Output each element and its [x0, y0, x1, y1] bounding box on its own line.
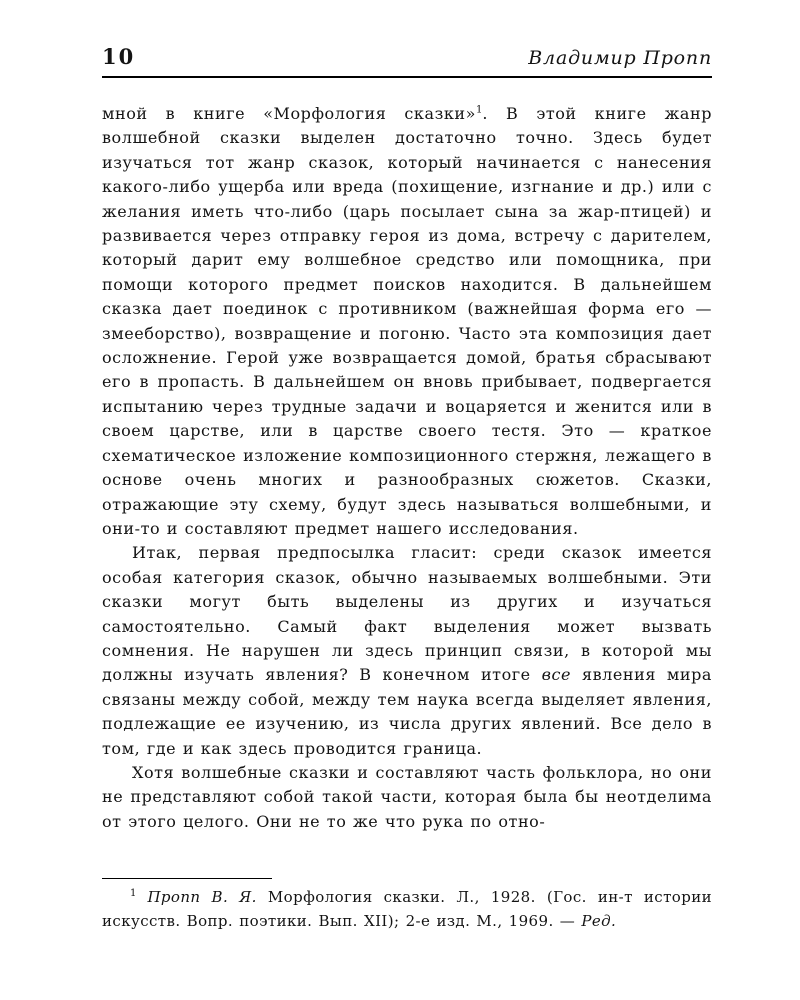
- page-body: [102, 102, 712, 834]
- paragraph-3: Хотя волшебные сказки и составляют часть фольклора, но они не представляют собой такой части, которая была бы неотделима от этого целого. Они не то же что рука по отно-: [102, 762, 712, 831]
- header-rule: [102, 76, 712, 78]
- paragraph-1-text-continued: . В этой книге жанр волшебной сказки выделен достаточно точно. Здесь будет изучаться тот жанр сказок, который начинается с нанесения какого-либо ущерба или вреда (похищение, изгнание и др.) или с желания иметь что-либо (царь посылает сына за жар-птицей) и развивается через отправку героя из дома, встречу с дарителем, который дарит ему волшебное средство или помощника, при помощи которого предмет поисков находится. В дальнейшем сказка дает поединок с противником (важнейшая форма его — змееборство), возвращение и погоню. Часто эта композиция дает осложнение. Герой уже возвращается домой, братья сбрасывают его в пропасть. В дальнейшем он вновь прибывает, подвергается испытанию через трудные задачи и воцаряется и женится или в своем царстве, или в царстве своего тестя. Это — краткое схематическое изложение композиционного стержня, лежащего в основе очень многих и разнообразных сюжетов. Сказки, отражающие эту схему, будут здесь называться волшебными, и они-то и составляют предмет нашего исследования.: [102, 104, 713, 538]
- page-number: 10: [102, 44, 136, 69]
- page-header: [102, 44, 712, 69]
- footnote-text: Морфология сказки. Л., 1928. (Гос. ин-т истории искусств. Вопр. поэтики. Вып. XII); 2-е изд. М., 1969. —: [102, 888, 712, 930]
- footnote-area: [102, 872, 712, 933]
- footnote-number: 1: [130, 888, 137, 899]
- footnote-marker: 1: [475, 104, 483, 116]
- footnote-red-label: Ред.: [581, 911, 617, 930]
- paragraph-1: [102, 102, 712, 541]
- paragraph-2: [102, 541, 712, 761]
- paragraph-2-italic-word: все: [541, 665, 572, 685]
- paragraph-2-text: Итак, первая предпосылка гласит: среди сказок имеется особая категория сказок, обычно называемых волшебными. Эти сказки могут быть выделены из других и изучаться самостоятельно. Самый факт выделения может вызвать сомнения. Не нарушен ли здесь принцип связи, в которой мы должны изучать явления? В конечном итоге: [102, 543, 712, 685]
- footnote-rule: [102, 878, 272, 879]
- paragraph-2-text-continued: явления мира связаны между собой, между тем наука всегда выделяет явления, подлежащие ее изучению, из числа других явлений. Все дело в том, где и как здесь проводится граница.: [102, 665, 712, 758]
- footnote-author: Пропп В. Я.: [147, 888, 257, 906]
- paragraph-1-text: мной в книге «Морфология сказки»: [102, 104, 476, 123]
- running-title: Владимир Пропп: [528, 47, 712, 69]
- footnote: [102, 886, 712, 933]
